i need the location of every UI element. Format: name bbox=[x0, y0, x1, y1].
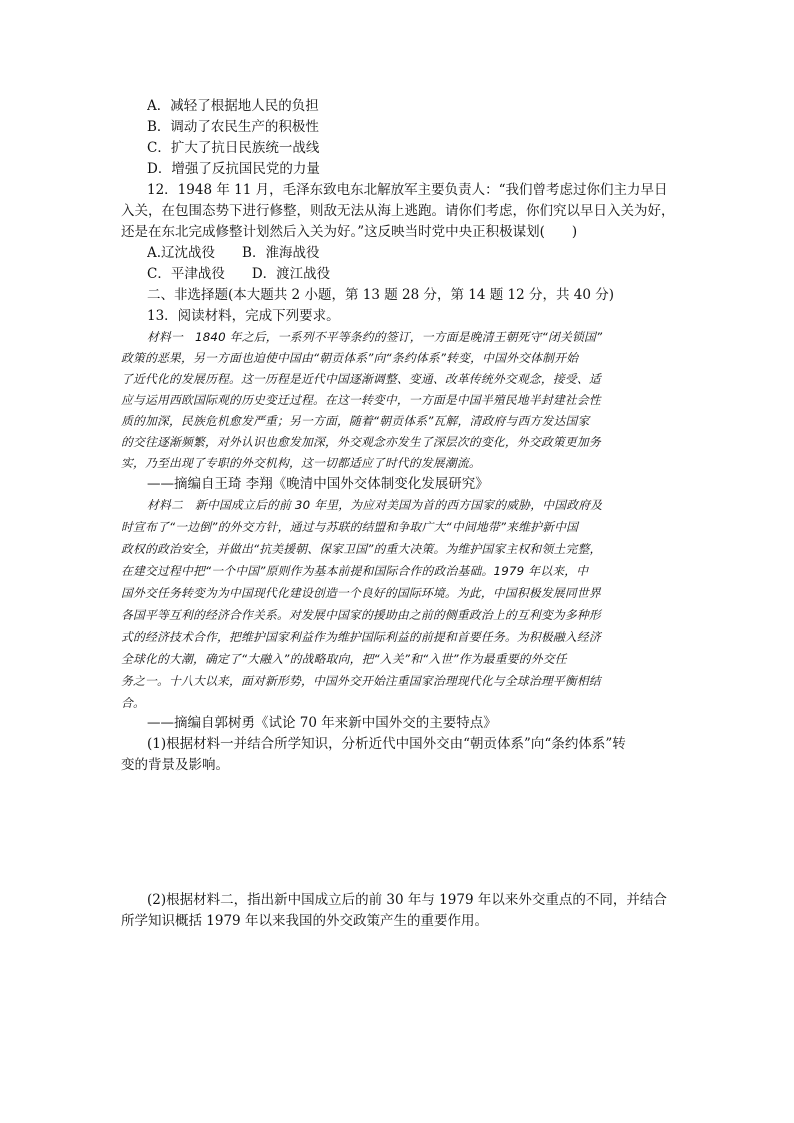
material2-line-3: 政权的政治安全，并做出“抗美援朝、保家卫国”的重大决策。为维护国家主权和领土完整， bbox=[121, 542, 602, 556]
q12-line-1: 12．1948 年 11 月，毛泽东致电东北解放军主要负责人：“我们曾考虑过你们主力早日 bbox=[147, 182, 668, 198]
q11-option-a: A．减轻了根据地人民的负担 bbox=[147, 98, 319, 114]
material2-line-6: 各国平等互利的经济合作关系。对发展中国家的援助由之前的侧重政治上的互利变为多种形 bbox=[121, 608, 601, 622]
material2-line-8: 全球化的大潮，确定了“大融入”的战略取向，把“入关”和“入世”作为最重要的外交任 bbox=[121, 652, 567, 666]
q11-option-c: C．扩大了抗日民族统一战线 bbox=[147, 140, 320, 156]
q13-2-line-2: 所学知识概括 1979 年以来我国的外交政策产生的重要作用。 bbox=[121, 913, 488, 929]
q13-intro: 13．阅读材料，完成下列要求。 bbox=[147, 308, 340, 324]
material2-line-7: 式的经济技术合作，把维护国家利益作为维护国际利益的前提和首要任务。为积极融入经济 bbox=[121, 630, 601, 644]
material1-line-3: 了近代化的发展历程。这一历程是近代中国逐渐调整、变通、改革传统外交观念，接受、适 bbox=[121, 372, 601, 386]
material2-source: ——摘编自郭树勇《试论 70 年来新中国外交的主要特点》 bbox=[147, 715, 497, 731]
material1-line-5: 质的加深，民族危机愈发严重；另一方面，随着“朝贡体系”瓦解，清政府与西方发达国家 bbox=[121, 414, 590, 428]
q13-2-line-1: (2)根据材料二，指出新中国成立后的前 30 年与 1979 年以来外交重点的不同，并结合 bbox=[147, 892, 667, 908]
q13-1-line-2: 变的背景及影响。 bbox=[121, 757, 229, 773]
q12-line-2: 入关，在包围态势下进行修整，则敌无法从海上逃跑。请你们考虑，你们究以早日入关为好， bbox=[121, 203, 675, 219]
q11-option-d: D．增强了反抗国民党的力量 bbox=[147, 161, 320, 177]
material2-line-1: 材料二 新中国成立后的前 30 年里，为应对美国为首的西方国家的威胁，中国政府及 bbox=[147, 498, 603, 512]
material2-line-2: 时宣布了“一边倒”的外交方针，通过与苏联的结盟和争取广大“中间地带”来维护新中国 bbox=[121, 520, 579, 534]
material2-line-10: 合。 bbox=[121, 696, 145, 710]
q13-1-line-1: (1)根据材料一并结合所学知识，分析近代中国外交由“朝贡体系”向“条约体系”转 bbox=[147, 736, 626, 752]
material1-line-4: 应与运用西欧国际观的历史变迁过程。在这一转变中，一方面是中国半殖民地半封建社会性 bbox=[121, 393, 601, 407]
q12-options-row-2: C．平津战役 D．渡江战役 bbox=[147, 266, 331, 282]
material1-source: ——摘编自王琦 李翔《晚清中国外交体制变化发展研究》 bbox=[147, 476, 489, 492]
material2-line-9: 务之一。十八大以来，面对新形势，中国外交开始注重国家治理现代化与全球治理平衡相结 bbox=[121, 674, 601, 688]
q11-option-b: B．调动了农民生产的积极性 bbox=[147, 119, 319, 135]
section-2-heading: 二、非选择题(本大题共 2 小题，第 13 题 28 分，第 14 题 12 分，共 40 分) bbox=[147, 287, 615, 303]
material2-line-5: 国外交任务转变为为中国现代化建设创造一个良好的国际环境。为此，中国积极发展同世界 bbox=[121, 586, 601, 600]
material1-line-7: 实，乃至出现了专职的外交机构，这一切都适应了时代的发展潮流。 bbox=[121, 456, 481, 470]
material1-line-1: 材料一 1840 年之后，一系列不平等条约的签订，一方面是晚清王朝死守“闭关锁国” bbox=[147, 330, 603, 344]
q12-line-3: 还是在东北完成修整计划然后入关为好。”这反映当时党中央正积极谋划( ) bbox=[121, 224, 578, 240]
q12-options-row-1: A.辽沈战役 B．淮海战役 bbox=[147, 245, 320, 261]
material1-line-6: 的交往逐渐频繁，对外认识也愈发加深，外交观念亦发生了深层次的变化，外交政策更加务 bbox=[121, 435, 601, 449]
material2-line-4: 在建交过程中把“一个中国”原则作为基本前提和国际合作的政治基础。1979 年以来，中 bbox=[121, 564, 589, 578]
material1-line-2: 政策的恶果，另一方面也迫使中国由“朝贡体系”向“条约体系”转变，中国外交体制开始 bbox=[121, 351, 579, 365]
